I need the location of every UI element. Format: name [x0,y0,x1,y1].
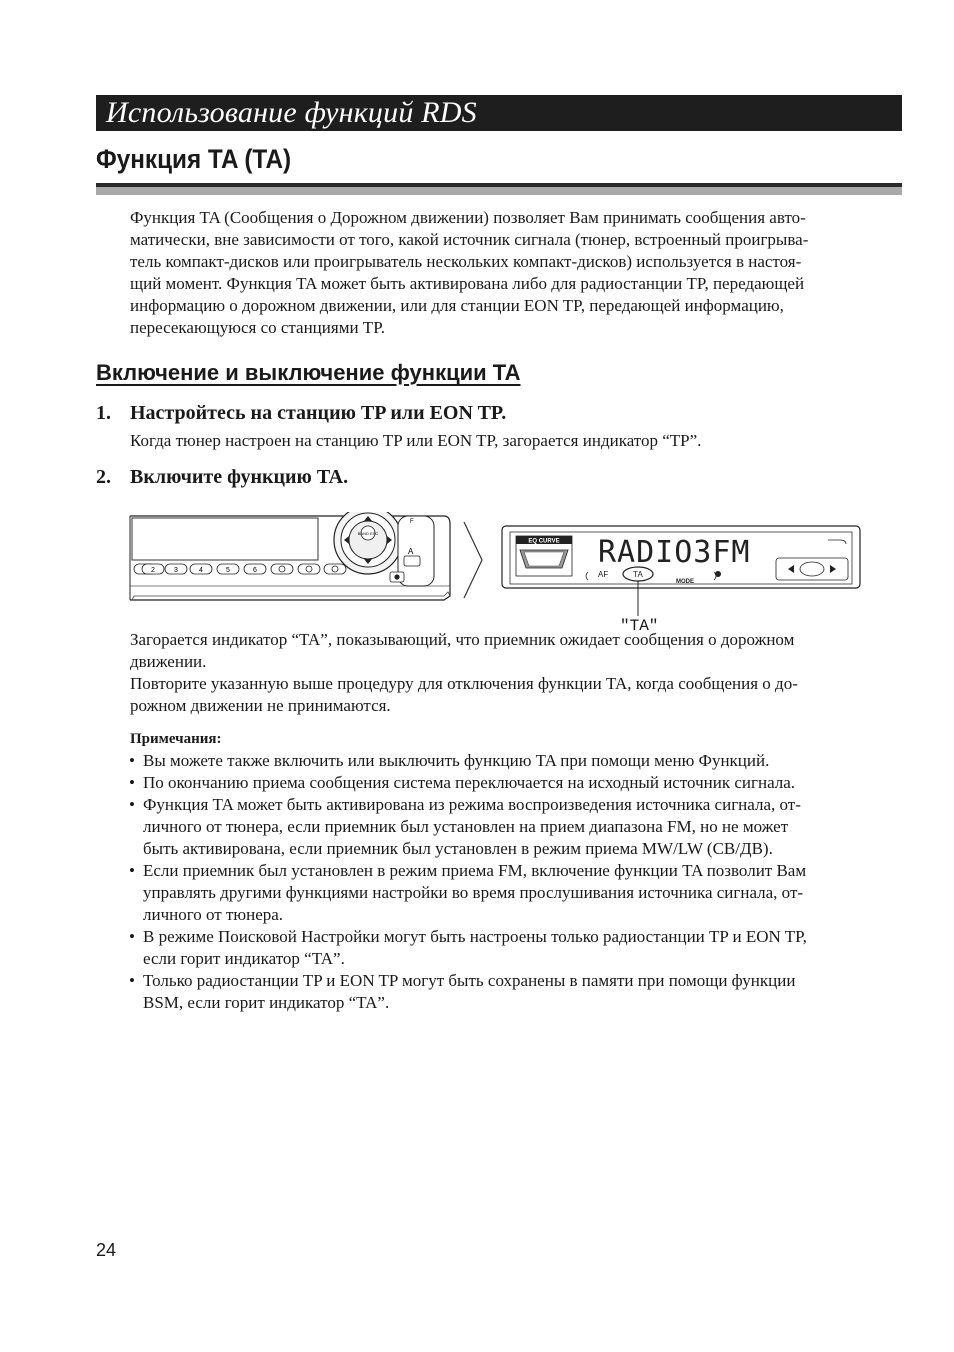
note-line: Если приемник был установлен в режим приема FM, включение функции TA позволит Вам [143,861,807,880]
result-paragraph [130,629,902,717]
section-header-bar [96,95,902,131]
notes-list [130,750,902,1014]
intro-line: Функция TA (Сообщения о Дорожном движении) позволяет Вам принимать сообщения авто- [130,208,806,227]
title-rule-shadow [96,187,902,195]
note-line: Только радиостанции TP и EON TP могут быть сохранены в памяти при помощи функции [143,971,796,990]
head-unit-panel [130,512,450,600]
ta-indicator: TA [633,570,643,579]
head-unit-drawing [128,512,864,640]
preset-button: 5 [226,567,230,574]
step-title-text: Настройтесь на станцию TP или EON TP. [130,402,507,424]
intro-line: пересекающуюся со станциями TP. [130,318,386,337]
note-line: Функция TA может быть активирована из режима воспроизведения источника сигнала, от- [143,795,801,814]
note-item [130,860,902,926]
preset-button: 2 [151,567,155,574]
svg-text:F: F [410,519,414,525]
result-line: движении. [130,652,207,671]
section-title: Использование функций RDS [106,96,477,129]
step-1-title [96,402,506,425]
ta-callout-label: "TA" [620,617,659,635]
step-2-title [96,466,348,489]
note-line: управлять другими функциями настройки во время прослушивания источника сигнала, от- [143,883,804,902]
notes-title: Примечания: [130,731,222,747]
result-line: Загорается индикатор “TA”, показывающий, что приемник ожидает сообщения о дорожном [130,630,795,649]
step-number: 2. [96,466,111,488]
intro-paragraph [130,207,902,339]
note-item [130,750,902,772]
subsection-heading: Включение и выключение функции TA [96,360,521,385]
eq-curve-label: EQ CURVE [528,538,560,545]
svg-text:A: A [408,547,414,556]
bullet-icon: • [129,927,135,946]
result-line: Повторите указанную выше процедуру для отключения функции TA, когда сообщения о до- [130,674,798,693]
note-line: Вы можете также включить или выключить функцию TA при помощи меню Функций. [143,751,770,770]
display-text: RADIO3FM [598,535,751,570]
preset-button: 3 [174,567,178,574]
step-number: 1. [96,402,111,424]
page-number: 24 [96,1240,117,1260]
mode-indicator: MODE [676,579,694,585]
note-line: В режиме Поисковой Настройки могут быть настроены только радиостанции TP и EON TP, [143,927,807,946]
step-1-text: Когда тюнер настроен на станцию TP или EON TP, загорается индикатор “TP”. [130,431,702,450]
preset-button: 4 [199,567,203,574]
band-esc-label: BAND ESC [357,531,379,536]
bullet-icon: • [129,773,135,792]
af-indicator: AF [598,570,609,579]
intro-line: информацию о дорожном движении, или для станции EON TP, передающей информацию, [130,296,784,315]
note-line: По окончанию приема сообщения система переключается на исходный источник сигнала. [143,773,796,792]
note-line: если горит индикатор “TA”. [143,949,345,968]
intro-line: матически, вне зависимости от того, какой источник сигнала (тюнер, встроенный проигрыва- [130,230,809,249]
note-item [130,772,902,794]
intro-line: тель компакт-дисков или проигрыватель нескольких компакт-дисков) используется в настоя- [130,252,802,271]
bullet-icon: • [129,751,135,770]
pointer-arrow [464,522,482,598]
bullet-icon: • [129,795,135,814]
result-line: рожном движении не принимаются. [130,696,391,715]
intro-line: щий момент. Функция TA может быть активирована либо для радиостанции TP, передающей [130,274,805,293]
note-line: BSM, если горит индикатор “TA”. [143,993,390,1012]
ta-illustration [128,512,864,640]
step-title-text: Включите функцию TA. [130,466,349,488]
bullet-icon: • [129,861,135,880]
page-title: Функция TA (TA) [96,144,292,174]
note-line: быть активирована, если приемник был установлен в режим приема MW/LW (СВ/ДВ). [143,839,773,858]
note-item [130,794,902,860]
note-line: личного от тюнера. [143,905,284,924]
preset-button: 6 [253,567,257,574]
note-line: личного от тюнера, если приемник был установлен на прием диапазона FM, но не может [143,817,789,836]
note-item [130,970,902,1014]
note-item [130,926,902,970]
lcd-display [502,526,860,616]
bullet-icon: • [129,971,135,990]
